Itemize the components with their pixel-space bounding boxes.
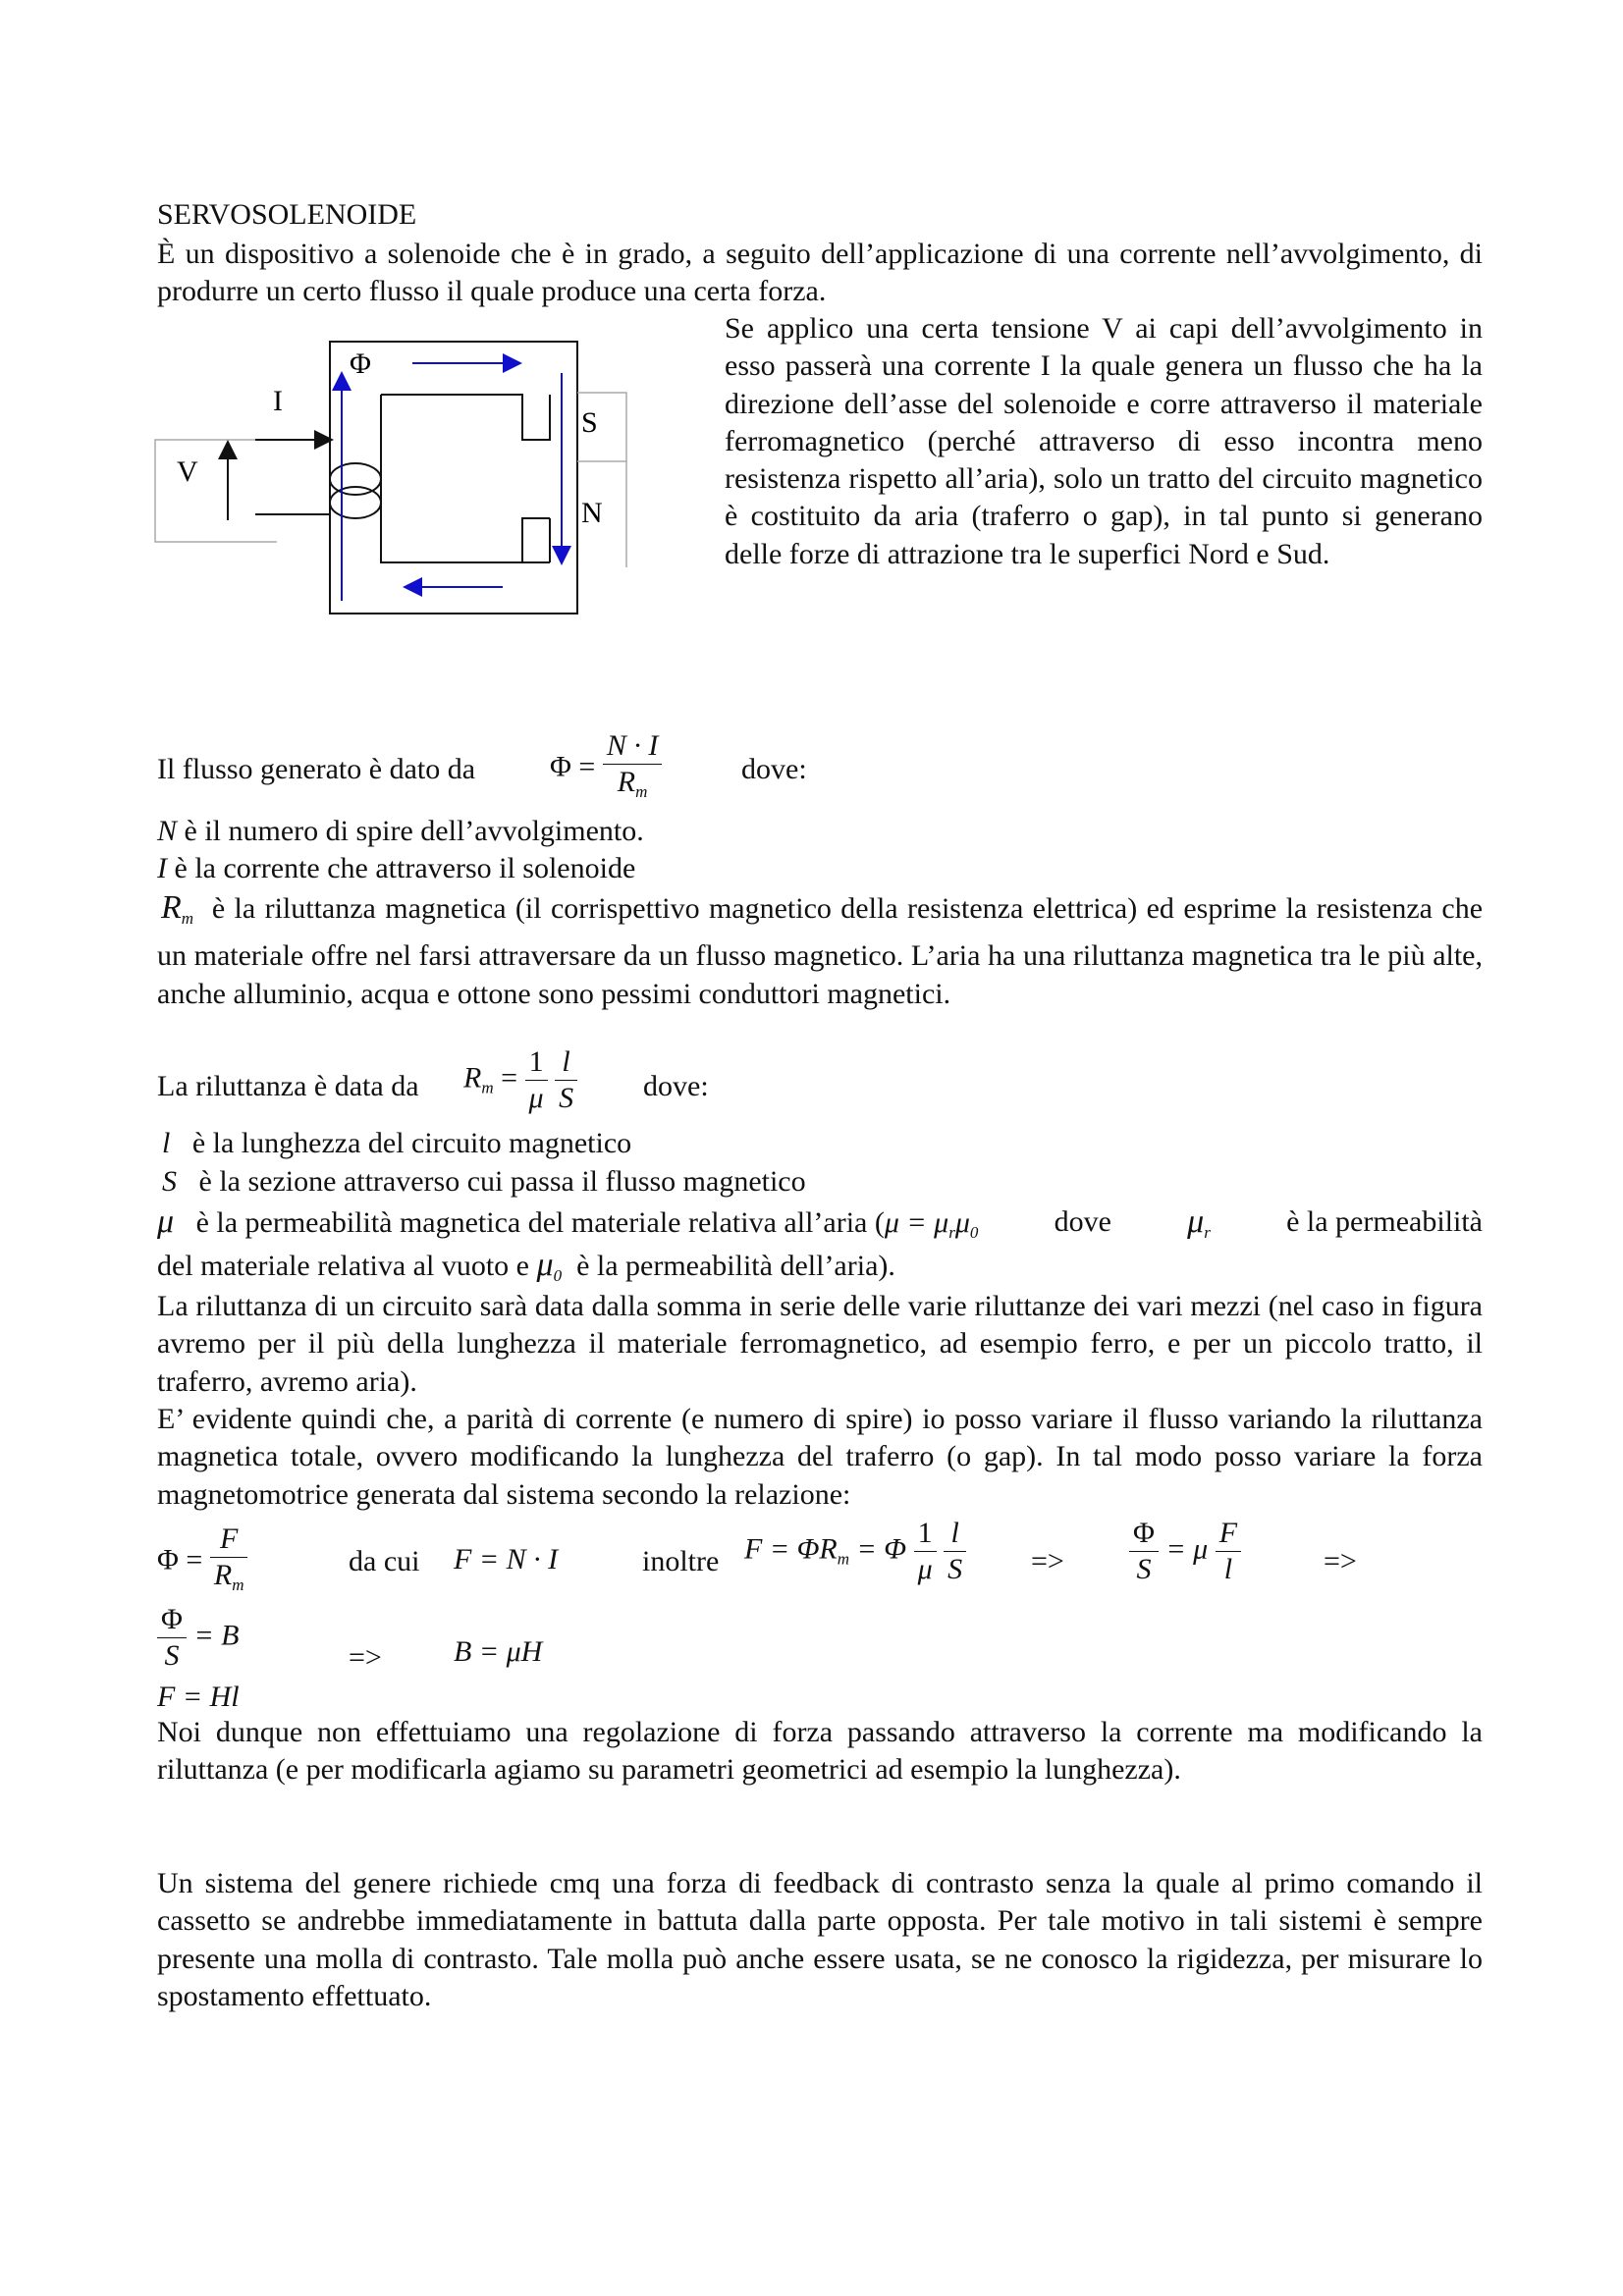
eq-b-mu-h: B = μH: [454, 1635, 543, 1668]
eq-flux-density: $\frac{\Phi}{S}$ = μ $\frac{F}{l}$: [1129, 1516, 1241, 1587]
reluct-formula: $R_m$ = $\frac{1}{\mu}$ $\frac{l}{S}$: [463, 1044, 577, 1116]
voltage-box: [155, 440, 277, 542]
def-mu: μ è la permeabilità magnetica del materiale relativa all’aria ($\mu = \mu_r\mu_0$ dove $\mu_r$ è la permeabilità: [157, 1203, 1483, 1242]
inoltre-label: inoltre: [642, 1545, 720, 1577]
voltage-label: V: [177, 455, 198, 488]
flux-tail: dove:: [741, 753, 807, 785]
reluct-tail: dove:: [643, 1070, 709, 1102]
def-n: N è il numero di spire dell’avvolgimento.: [157, 815, 644, 847]
eq-b-definition: $\frac{\Phi}{S}$ = B: [157, 1602, 240, 1674]
eq-f-hl: F = Hl: [157, 1681, 240, 1713]
solenoid-figure: [147, 334, 638, 628]
core-inner: [381, 395, 550, 440]
core-outer: [330, 342, 577, 614]
implies-arrow-2: =>: [1324, 1545, 1357, 1577]
def-mu-line2: del materiale relativa al vuoto e $\mu_0$ è la permeabilità dell’aria).: [157, 1247, 895, 1285]
eq-mmf: F = N · I: [454, 1543, 559, 1575]
reluct-lead: La riluttanza è data da: [157, 1070, 419, 1102]
intro-paragraph: È un dispositivo a solenoide che è in grado, a seguito dell’applicazione di una corrente nell’avvolgimento, di produrre un certo flusso il quale produce una certa forza.: [157, 238, 1483, 308]
document-title: SERVOSOLENOIDE: [157, 198, 417, 231]
south-label: S: [581, 406, 598, 439]
coil-turn-2: [330, 487, 381, 518]
def-s: S è la sezione attraverso cui passa il flusso magnetico: [162, 1165, 806, 1198]
def-l: l è la lunghezza del circuito magnetico: [162, 1127, 632, 1159]
def-i: I è la corrente che attraverso il solenoide: [157, 852, 636, 884]
flux-lead: Il flusso generato è dato da: [157, 753, 476, 785]
paragraph-series: La riluttanza di un circuito sarà data dalla somma in serie delle varie riluttanze dei vari mezzi (nel caso in figura avremo per il più della lunghezza il materiale ferromagnetico, ad esempio ferro, e per un piccolo tratto, il traferro, avremo aria).: [157, 1290, 1483, 1398]
def-r: $R_m$ è la riluttanza magnetica (il corrispettivo magnetico della resistenza elettrica) ed esprime la resistenza che un materiale offre nel farsi attraversare da un flusso magnetico. L’aria ha una riluttanza magnetica tra le più alte, anche alluminio, acqua e ottone sono pessimi conduttori magnetici.: [157, 889, 1484, 1010]
phi-label: Φ: [350, 347, 371, 380]
flux-formula: Φ = $\frac{N \cdot I}{R_m}$: [550, 728, 662, 810]
eq-flux-reluctance: Φ = $\frac{F}{R_m}$: [157, 1522, 247, 1603]
paragraph-feedback: Un sistema del genere richiede cmq una forza di feedback di contrasto senza la quale al primo comando il cassetto se andrebbe immediatamente in battuta dalla parte opposta. Per tale motivo in tali sistemi è sempre presente una molla di contrasto. Tale molla può anche essere usata, se ne conosco la rigidezza, per misurare lo spostamento effettuato.: [157, 1867, 1483, 2012]
paragraph-variation: E’ evidente quindi che, a parità di corrente (e numero di spire) io posso variare il flusso variando la riluttanza magnetica totale, ovvero modificando la lunghezza del traferro (o gap). In tal modo posso variare la forza magnetomotrice generata dal sistema secondo la relazione:: [157, 1403, 1483, 1511]
paragraph-regulation: Noi dunque non effettuiamo una regolazione di forza passando attraverso la corrente ma modificando la riluttanza (e per modificarla agiamo su parametri geometrici ad esempio la lunghezza).: [157, 1716, 1483, 1787]
north-label: N: [581, 497, 603, 529]
da-cui-label: da cui: [349, 1545, 420, 1577]
side-paragraph: Se applico una certa tensione V ai capi dell’avvolgimento in esso passerà una corrente I la quale genera un flusso che ha la direzione dell’asse del solenoide e corre attraverso il materiale ferromagnetico (perché attraverso di esso incontra meno resistenza rispetto all’aria), solo un tratto del circuito magnetico è costituito da aria (traferro o gap), in tal punto si generano delle forze di attrazione tra le superfici Nord e Sud.: [725, 312, 1483, 570]
current-label: I: [273, 385, 283, 417]
implies-arrow-3: =>: [349, 1641, 382, 1674]
coil-turn-1: [330, 463, 381, 495]
eq-force: $F = \Phi R_m = \Phi$ $\frac{1}{\mu}$ $\frac{l}{S}$: [744, 1516, 966, 1587]
implies-arrow-1: =>: [1031, 1545, 1064, 1577]
